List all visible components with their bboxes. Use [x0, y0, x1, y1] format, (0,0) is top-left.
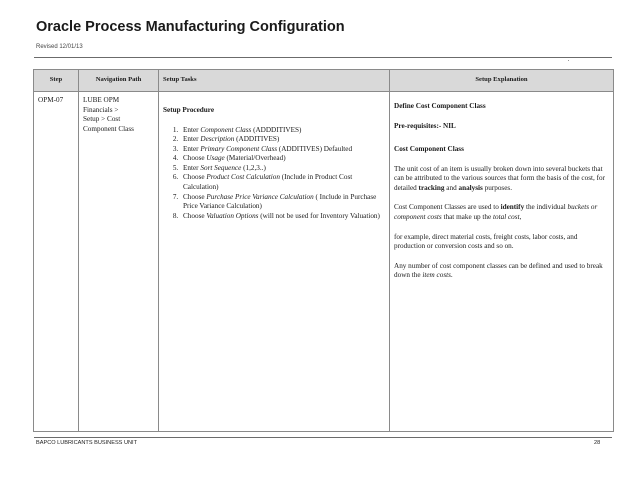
- step-cell: [34, 92, 79, 432]
- setup-step: 8. Choose Valuation Options (will not be used for Inventory Valuation): [180, 212, 385, 222]
- setup-step: 4. Choose Usage (Material/Overhead): [180, 154, 385, 164]
- footer-business-unit: BAPCO LUBRICANTS BUSINESS UNIT: [36, 440, 138, 446]
- field-name: Component Class: [200, 125, 252, 134]
- field-name: Valuation Options: [206, 211, 259, 220]
- explanation-subheading: Cost Component Class: [394, 145, 464, 154]
- setup-step: 5. Enter Sort Sequence (1,2,3..): [180, 164, 385, 174]
- setup-step: 7. Choose Purchase Price Variance Calculation ( Include in Purchase Price Variance Calculation): [180, 193, 385, 212]
- footer-divider: [34, 437, 612, 438]
- col-header-setup-tasks: Setup Tasks: [159, 70, 390, 92]
- nav-line: Financials >: [83, 105, 119, 114]
- explanation-paragraph: The unit cost of an item is usually broken down into several buckets that can be attributed to the various sources that form the basis of the cost, for detailed tracking and analysis purposes.: [394, 164, 605, 192]
- page-number: 28: [594, 440, 601, 446]
- col-header-setup-explanation: Setup Explanation: [390, 70, 614, 92]
- explanation-heading: Define Cost Component Class: [394, 102, 486, 110]
- field-name: Primary Component Class: [200, 144, 278, 153]
- nav-line: Setup > Cost: [83, 115, 121, 124]
- field-name: Purchase Price Variance Calculation: [206, 192, 314, 201]
- setup-table: [33, 69, 614, 432]
- field-name: Usage: [206, 154, 225, 163]
- revision-date: Revised 12/01/13: [36, 44, 83, 50]
- setup-step: 2. Enter Description (ADDITIVES): [180, 135, 385, 145]
- explanation-paragraph: Cost Component Classes are used to identify the individual buckets or component costs that make up the total cost,: [394, 203, 598, 222]
- step-id: OPM-07: [38, 96, 64, 104]
- header-tick-mark: [568, 60, 569, 61]
- col-header-navigation-path: Navigation Path: [79, 70, 159, 92]
- setup-explanation-cell: [390, 92, 614, 432]
- setup-step: 1. Enter Component Class (ADDDITIVES): [180, 126, 385, 136]
- table-row: [34, 92, 614, 432]
- header-divider: [34, 57, 612, 58]
- explanation-paragraph: for example, direct material costs, freight costs, labor costs, and production or conversion costs and so on.: [394, 232, 578, 251]
- setup-tasks-cell: [159, 92, 390, 432]
- field-name: Sort Sequence: [200, 163, 242, 172]
- field-name: Description: [200, 135, 235, 144]
- col-header-step: Step: [34, 70, 79, 92]
- setup-procedure-title: Setup Procedure: [163, 106, 215, 114]
- table-header-row: [34, 70, 614, 92]
- page-title: Oracle Process Manufacturing Configuration: [36, 19, 345, 35]
- setup-steps-list: [163, 126, 385, 222]
- explanation-paragraph: Any number of cost component classes can be defined and used to break down the item costs.: [394, 261, 603, 280]
- setup-step: 3. Enter Primary Component Class (ADDITIVES) Defaulted: [180, 145, 385, 155]
- navigation-path-cell: [79, 92, 159, 432]
- nav-line: LUBE OPM: [83, 96, 120, 104]
- setup-step: 6. Choose Product Cost Calculation (Include in Product Cost Calculation): [180, 173, 385, 192]
- prerequisites: Pre-requisites:- NIL: [394, 121, 456, 130]
- nav-line: Component Class: [83, 124, 134, 133]
- field-name: Product Cost Calculation: [206, 173, 280, 182]
